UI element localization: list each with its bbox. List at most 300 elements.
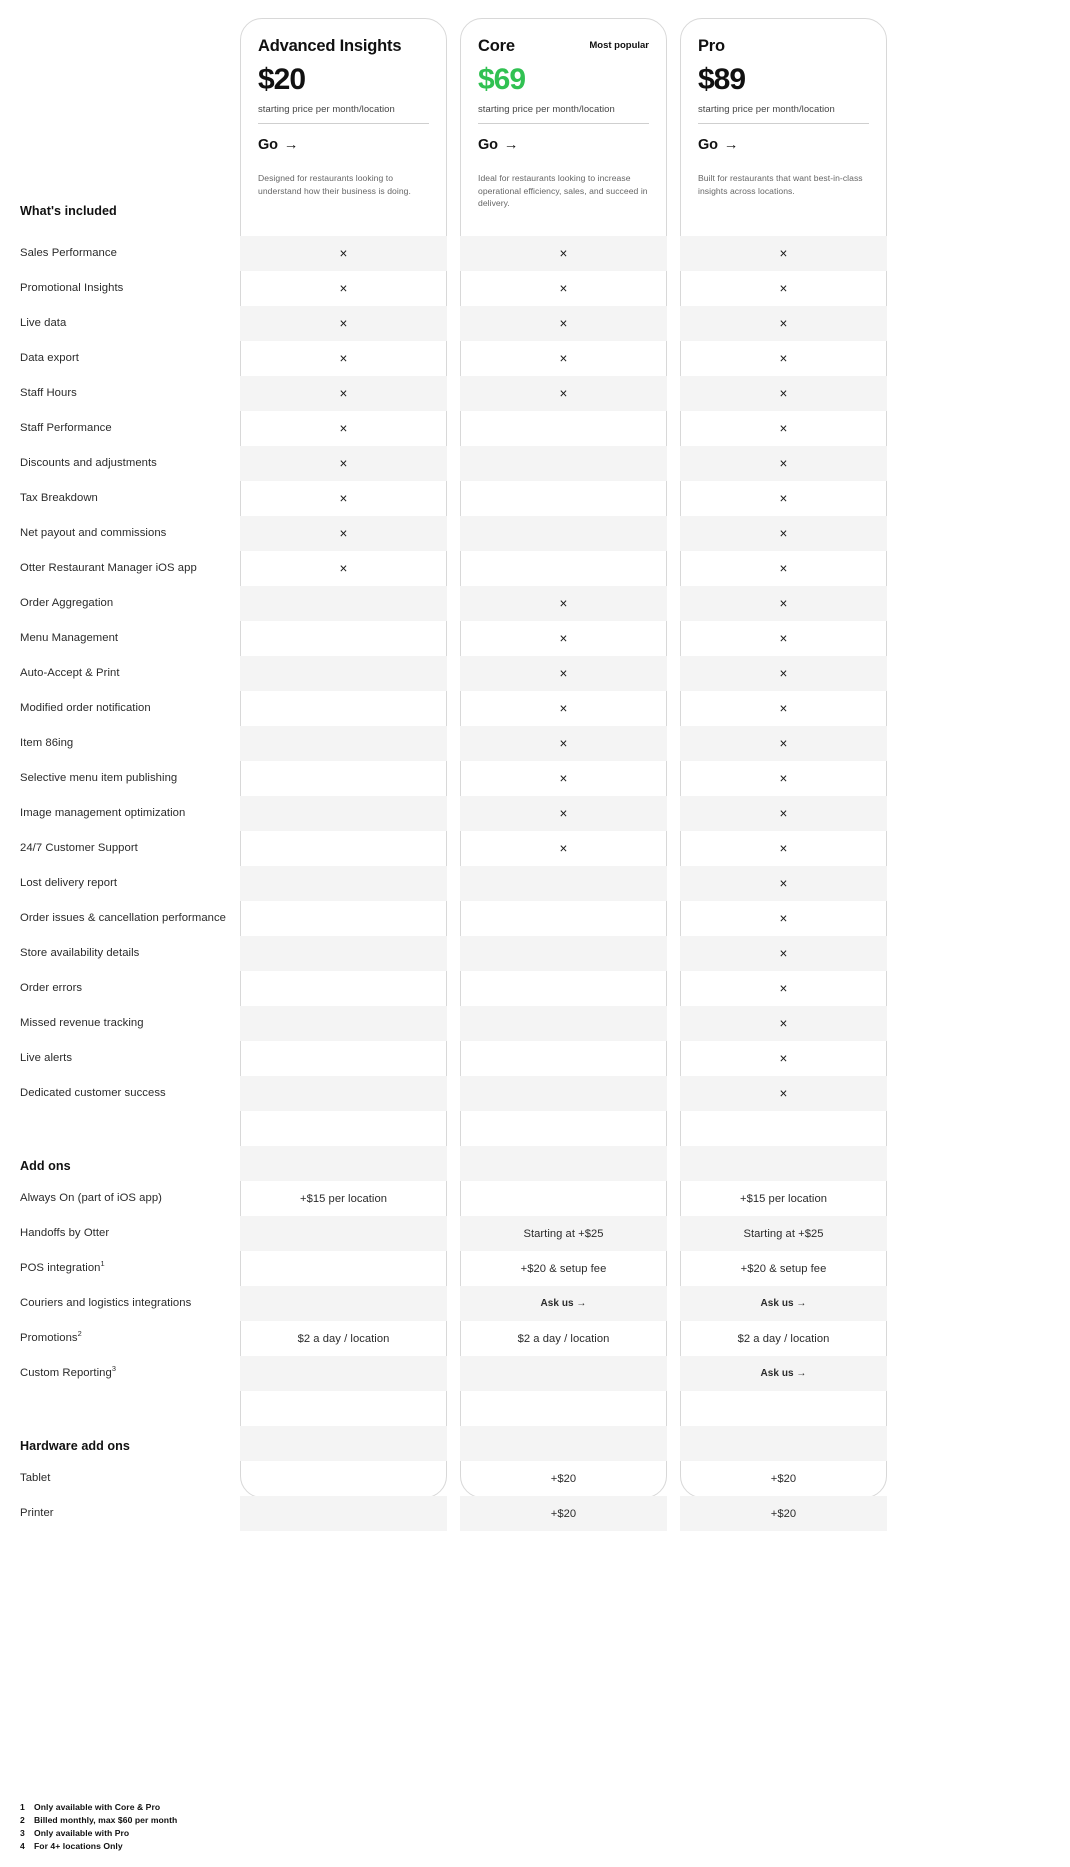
feature-cell [460, 971, 667, 1006]
feature-label-text: Dedicated customer success [20, 1087, 166, 1099]
table-row [0, 936, 1070, 971]
table-row [0, 866, 1070, 901]
feature-cell [460, 1076, 667, 1111]
feature-cell [240, 866, 447, 901]
footnote-number: 4 [20, 1841, 25, 1851]
feature-label-text: 24/7 Customer Support [20, 842, 138, 854]
check-mark-icon: × [779, 980, 788, 996]
table-row [0, 341, 1070, 376]
plan-go-button[interactable] [258, 137, 298, 153]
check-mark-icon: × [559, 770, 568, 786]
check-mark-icon: × [779, 665, 788, 681]
feature-label-text: Tablet [20, 1472, 51, 1484]
feature-cell [460, 796, 667, 831]
table-row [0, 1356, 1070, 1391]
plan-go-button[interactable] [698, 137, 738, 153]
plan-go-label: Go [478, 137, 498, 153]
feature-label [20, 586, 113, 621]
feature-cell [680, 936, 887, 971]
check-mark-icon: × [779, 595, 788, 611]
plan-header-divider [478, 123, 649, 124]
table-row [0, 1321, 1070, 1356]
feature-label-text: Selective menu item publishing [20, 772, 178, 784]
feature-label [20, 796, 185, 831]
section-heading [0, 1391, 1070, 1461]
check-mark-icon: × [339, 350, 348, 366]
table-row [0, 586, 1070, 621]
plan-price-subtitle: starting price per month/location [698, 104, 835, 115]
feature-cell [680, 411, 887, 446]
feature-label-text: Printer [20, 1507, 54, 1519]
plan-price-subtitle: starting price per month/location [258, 104, 395, 115]
addon-price-text: +$20 [770, 1472, 797, 1485]
feature-cell [460, 901, 667, 936]
feature-label-text: Couriers and logistics integrations [20, 1297, 192, 1309]
plan-description: Built for restaurants that want best-in-class insights across locations. [698, 173, 863, 196]
feature-label [20, 691, 151, 726]
check-mark-icon: × [339, 560, 348, 576]
feature-cell [240, 831, 447, 866]
addon-price-text: +$15 per location [740, 1192, 827, 1205]
table-row [0, 1006, 1070, 1041]
feature-cell [460, 1181, 667, 1216]
feature-cell [680, 1216, 887, 1251]
table-row [0, 761, 1070, 796]
feature-cell [680, 516, 887, 551]
check-mark-icon: × [779, 700, 788, 716]
footnote-marker: 2 [77, 1329, 82, 1339]
feature-label [20, 306, 66, 341]
check-mark-icon: × [779, 910, 788, 926]
table-row [0, 306, 1070, 341]
feature-label-text: Image management optimization [20, 807, 186, 819]
feature-label [20, 901, 226, 936]
feature-cell [460, 481, 667, 516]
feature-label [20, 1251, 105, 1286]
check-mark-icon: × [559, 245, 568, 261]
check-mark-icon: × [559, 805, 568, 821]
table-row [0, 831, 1070, 866]
feature-label-text: Data export [20, 352, 79, 364]
feature-cell [240, 1251, 447, 1286]
check-mark-icon: × [559, 595, 568, 611]
feature-label-text: Net payout and commissions [20, 527, 167, 539]
feature-cell [680, 901, 887, 936]
addon-price-text: $2 a day / location [517, 1332, 610, 1345]
ask-us-link[interactable]: Ask us → [760, 1298, 807, 1309]
ask-us-link[interactable]: Ask us → [760, 1368, 807, 1379]
feature-label-text: Order issues & cancellation performance [20, 912, 227, 924]
feature-cell [240, 761, 447, 796]
feature-label-text: Staff Hours [20, 387, 77, 399]
feature-label [20, 1216, 109, 1251]
feature-cell [460, 586, 667, 621]
feature-cell [460, 341, 667, 376]
footnote-item [20, 1827, 440, 1840]
section-heading [0, 200, 1070, 230]
check-mark-icon: × [779, 385, 788, 401]
addon-price-text: +$20 & setup fee [520, 1262, 607, 1275]
feature-label-text: Promotional Insights [20, 282, 124, 294]
check-mark-icon: × [339, 315, 348, 331]
table-row [0, 271, 1070, 306]
addon-price-text: $2 a day / location [737, 1332, 830, 1345]
check-mark-icon: × [779, 735, 788, 751]
feature-label [20, 1076, 166, 1111]
feature-label [20, 1181, 162, 1216]
feature-label [20, 1286, 191, 1321]
footnote-text: Billed monthly, max $60 per month [34, 1815, 178, 1825]
feature-cell [460, 376, 667, 411]
feature-cell [240, 271, 447, 306]
footnote-marker: 3 [111, 1364, 117, 1374]
feature-cell [240, 1356, 447, 1391]
feature-cell [240, 376, 447, 411]
feature-cell [680, 1496, 887, 1531]
addon-price-text: Starting at +$25 [523, 1227, 604, 1240]
feature-label [20, 936, 139, 971]
feature-cell [680, 376, 887, 411]
feature-cell [680, 761, 887, 796]
section-heading [0, 1111, 1070, 1181]
plan-price: $69 [478, 63, 526, 96]
feature-cell [240, 1181, 447, 1216]
plan-price: $20 [258, 63, 306, 96]
check-mark-icon: × [779, 420, 788, 436]
check-mark-icon: × [559, 385, 568, 401]
feature-cell [240, 1006, 447, 1041]
feature-cell [240, 306, 447, 341]
feature-cell [240, 936, 447, 971]
feature-label [20, 1041, 72, 1076]
feature-cell [680, 726, 887, 761]
feature-cell [680, 656, 887, 691]
check-mark-icon: × [339, 420, 348, 436]
check-mark-icon: × [779, 350, 788, 366]
addon-price-text: +$20 [550, 1472, 577, 1485]
feature-cell [460, 866, 667, 901]
addon-price-text: +$20 [770, 1507, 797, 1520]
feature-cell [680, 586, 887, 621]
feature-cell [680, 831, 887, 866]
addon-price-text: Starting at +$25 [743, 1227, 824, 1240]
feature-label-text: Sales Performance [20, 247, 117, 259]
check-mark-icon: × [779, 770, 788, 786]
check-mark-icon: × [779, 455, 788, 471]
check-mark-icon: × [339, 525, 348, 541]
check-mark-icon: × [339, 280, 348, 296]
feature-cell [680, 866, 887, 901]
feature-cell [240, 1216, 447, 1251]
check-mark-icon: × [779, 1015, 788, 1031]
feature-label [20, 621, 118, 656]
feature-cell [240, 516, 447, 551]
feature-label-text: Discounts and adjustments [20, 457, 157, 469]
feature-cell [460, 236, 667, 271]
feature-cell [680, 1076, 887, 1111]
feature-label [20, 271, 123, 306]
table-row [0, 1251, 1070, 1286]
feature-cell [460, 411, 667, 446]
check-mark-icon: × [779, 490, 788, 506]
arrow-right-icon: → [283, 137, 299, 153]
check-mark-icon: × [559, 315, 568, 331]
feature-label [20, 726, 73, 761]
feature-label [20, 551, 197, 586]
table-row [0, 796, 1070, 831]
addon-price-text: $2 a day / location [297, 1332, 390, 1345]
feature-label-text: Staff Performance [20, 422, 112, 434]
feature-cell [460, 1286, 667, 1321]
table-row [0, 726, 1070, 761]
feature-label-text: Tax Breakdown [20, 492, 98, 504]
feature-label-text: Auto-Accept & Print [20, 667, 120, 679]
feature-cell [240, 1496, 447, 1531]
plan-header-top-2 [698, 36, 869, 56]
feature-cell [460, 1251, 667, 1286]
feature-label-text: Order Aggregation [20, 597, 114, 609]
ask-us-link[interactable]: Ask us → [540, 1298, 587, 1309]
feature-label-text: Modified order notification [20, 702, 151, 714]
feature-cell [240, 796, 447, 831]
feature-cell [680, 1461, 887, 1496]
feature-cell [240, 446, 447, 481]
check-mark-icon: × [779, 1085, 788, 1101]
plan-header-divider [698, 123, 869, 124]
feature-cell [240, 656, 447, 691]
feature-cell [460, 1321, 667, 1356]
footnote-item [20, 1814, 440, 1827]
feature-cell [460, 1496, 667, 1531]
feature-cell [240, 1321, 447, 1356]
feature-cell [460, 726, 667, 761]
plan-description: Designed for restaurants looking to understand how their business is doing. [258, 173, 411, 196]
most-popular-badge: Most popular [589, 40, 649, 51]
feature-cell [460, 1041, 667, 1076]
footnote-item [20, 1801, 440, 1814]
section-heading-text: What's included [20, 204, 117, 218]
check-mark-icon: × [339, 385, 348, 401]
check-mark-icon: × [559, 665, 568, 681]
feature-cell [460, 691, 667, 726]
addon-price-text: +$15 per location [300, 1192, 387, 1205]
check-mark-icon: × [779, 315, 788, 331]
feature-cell [240, 901, 447, 936]
plan-name: Core [478, 37, 515, 55]
feature-label [20, 831, 138, 866]
feature-cell [680, 621, 887, 656]
feature-label-text: Missed revenue tracking [20, 1017, 144, 1029]
table-row [0, 1496, 1070, 1531]
check-mark-icon: × [339, 245, 348, 261]
table-row [0, 236, 1070, 271]
footnote-text: For 4+ locations Only [34, 1841, 123, 1851]
check-mark-icon: × [779, 875, 788, 891]
feature-cell [460, 761, 667, 796]
feature-cell [680, 971, 887, 1006]
feature-cell [680, 691, 887, 726]
feature-cell [240, 551, 447, 586]
feature-label-text: Otter Restaurant Manager iOS app [20, 562, 197, 574]
feature-cell [240, 411, 447, 446]
feature-cell [240, 1461, 447, 1496]
feature-cell [680, 551, 887, 586]
arrow-right-icon: → [503, 137, 519, 153]
feature-cell [680, 796, 887, 831]
plan-name: Advanced Insights [258, 37, 402, 55]
table-row [0, 971, 1070, 1006]
addon-price-text: +$20 [550, 1507, 577, 1520]
table-row [0, 411, 1070, 446]
check-mark-icon: × [779, 280, 788, 296]
feature-cell [240, 971, 447, 1006]
footnote-number: 2 [20, 1815, 25, 1825]
footnote-number: 3 [20, 1828, 25, 1838]
feature-label [20, 971, 82, 1006]
feature-cell [680, 481, 887, 516]
feature-cell [680, 236, 887, 271]
table-row [0, 551, 1070, 586]
check-mark-icon: × [779, 630, 788, 646]
feature-label [20, 1461, 50, 1496]
plan-name: Pro [698, 37, 725, 55]
table-row [0, 1076, 1070, 1111]
feature-cell [680, 1321, 887, 1356]
feature-cell [240, 481, 447, 516]
table-row [0, 516, 1070, 551]
feature-cell [680, 271, 887, 306]
feature-label-text: Lost delivery report [20, 877, 118, 889]
check-mark-icon: × [779, 525, 788, 541]
check-mark-icon: × [559, 840, 568, 856]
feature-cell [240, 236, 447, 271]
section-heading-text: Add ons [20, 1159, 71, 1173]
table-row [0, 481, 1070, 516]
feature-label [20, 866, 117, 901]
check-mark-icon: × [779, 560, 788, 576]
plan-description: Ideal for restaurants looking to increase operational efficiency, sales, and succeed in delivery. [478, 173, 648, 209]
feature-label [20, 1321, 82, 1356]
check-mark-icon: × [559, 350, 568, 366]
table-row [0, 691, 1070, 726]
check-mark-icon: × [779, 840, 788, 856]
feature-label-text: Promotions [20, 1332, 78, 1344]
feature-label [20, 1006, 144, 1041]
plan-go-button[interactable] [478, 137, 518, 153]
plan-price: $89 [698, 63, 746, 96]
feature-cell [460, 1356, 667, 1391]
footnote-text: Only available with Core & Pro [34, 1802, 161, 1812]
check-mark-icon: × [339, 490, 348, 506]
feature-label-text: Always On (part of iOS app) [20, 1192, 162, 1204]
feature-cell [240, 691, 447, 726]
feature-cell [460, 656, 667, 691]
feature-cell [460, 271, 667, 306]
feature-cell [240, 1286, 447, 1321]
feature-cell [240, 1076, 447, 1111]
plan-header-top-0 [258, 36, 429, 56]
feature-cell [240, 586, 447, 621]
table-row [0, 1286, 1070, 1321]
footnote-number: 1 [20, 1802, 25, 1812]
feature-label-text: Handoffs by Otter [20, 1227, 110, 1239]
feature-cell [460, 1006, 667, 1041]
feature-label-text: Live alerts [20, 1052, 73, 1064]
feature-cell [240, 341, 447, 376]
check-mark-icon: × [779, 805, 788, 821]
table-row [0, 376, 1070, 411]
feature-cell [460, 306, 667, 341]
section-heading-text: Hardware add ons [20, 1439, 130, 1453]
check-mark-icon: × [779, 1050, 788, 1066]
feature-label [20, 341, 79, 376]
feature-label-text: Store availability details [20, 947, 140, 959]
footnotes [20, 1801, 440, 1853]
feature-cell [460, 446, 667, 481]
feature-cell [680, 341, 887, 376]
feature-cell [460, 1461, 667, 1496]
feature-label [20, 376, 77, 411]
table-row [0, 621, 1070, 656]
feature-label-text: Item 86ing [20, 737, 74, 749]
feature-cell [460, 516, 667, 551]
arrow-right-icon: → [723, 137, 739, 153]
feature-cell [240, 1041, 447, 1076]
check-mark-icon: × [779, 245, 788, 261]
check-mark-icon: × [559, 700, 568, 716]
table-row [0, 446, 1070, 481]
feature-cell [680, 1251, 887, 1286]
feature-cell [240, 621, 447, 656]
feature-label-text: Order errors [20, 982, 83, 994]
feature-label [20, 1356, 116, 1391]
feature-cell [240, 726, 447, 761]
feature-cell [460, 1216, 667, 1251]
feature-cell [680, 1006, 887, 1041]
check-mark-icon: × [339, 455, 348, 471]
feature-cell [680, 1286, 887, 1321]
plan-header-divider [258, 123, 429, 124]
table-row [0, 1216, 1070, 1251]
feature-label [20, 656, 120, 691]
plan-go-label: Go [698, 137, 718, 153]
feature-cell [460, 831, 667, 866]
feature-cell [680, 1041, 887, 1076]
footnote-marker: 1 [100, 1259, 105, 1269]
feature-label [20, 236, 117, 271]
feature-label-text: Menu Management [20, 632, 119, 644]
footnote-text: Only available with Pro [34, 1828, 130, 1838]
feature-label-text: POS integration [20, 1262, 101, 1274]
table-row [0, 901, 1070, 936]
feature-label-text: Live data [20, 317, 67, 329]
feature-cell [460, 936, 667, 971]
plan-go-label: Go [258, 137, 278, 153]
plan-header-top-1 [478, 36, 649, 56]
table-row [0, 1461, 1070, 1496]
feature-cell [680, 1181, 887, 1216]
footnote-item [20, 1840, 440, 1853]
feature-label-text: Custom Reporting [20, 1367, 112, 1379]
feature-cell [460, 621, 667, 656]
addon-price-text: +$20 & setup fee [740, 1262, 827, 1275]
feature-label [20, 1496, 54, 1531]
check-mark-icon: × [779, 945, 788, 961]
table-row [0, 1181, 1070, 1216]
feature-cell [680, 306, 887, 341]
feature-cell [460, 551, 667, 586]
feature-label [20, 516, 166, 551]
